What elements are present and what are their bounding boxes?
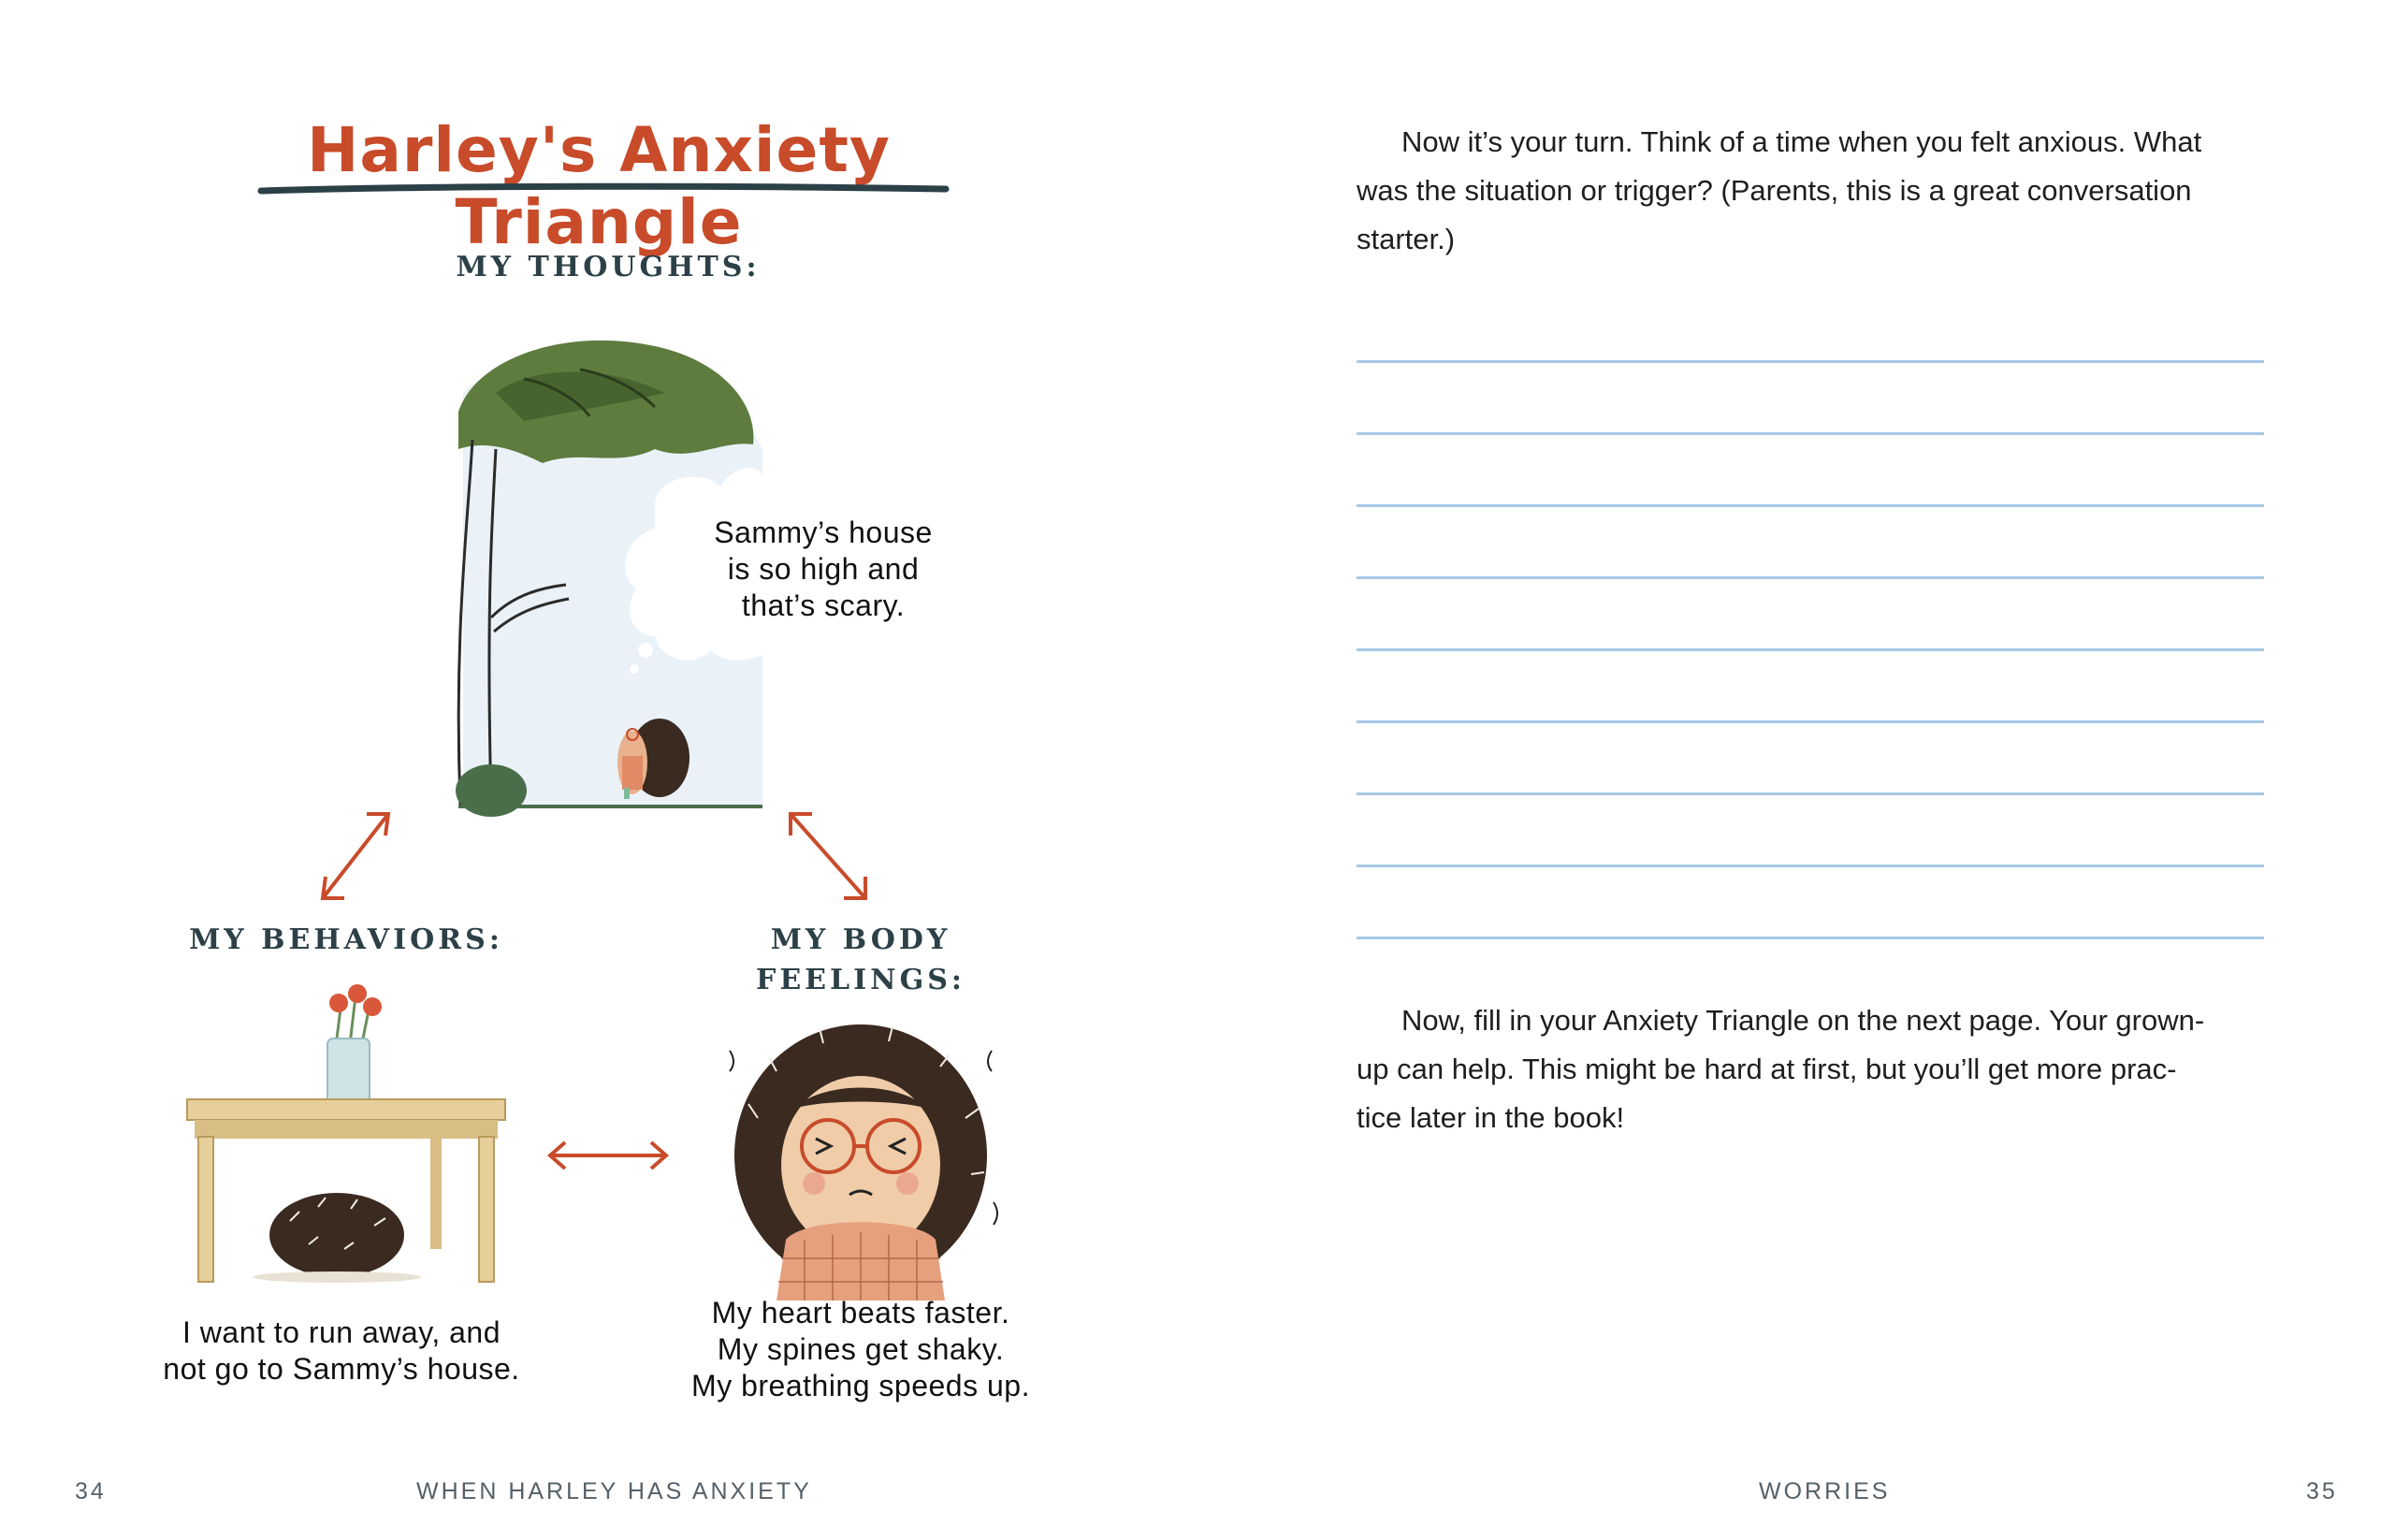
body-label-line-1: MY BODY (770, 923, 951, 956)
body-caption-line-2: My spines get shaky. (717, 1332, 1005, 1366)
fill-in-prompt (1357, 996, 2273, 1142)
writing-line[interactable] (1357, 720, 2264, 723)
thought-line-2: is so high and (727, 552, 920, 586)
writing-line[interactable] (1357, 360, 2264, 363)
prompt-2-line-3: tice later in the book! (1357, 1101, 1625, 1134)
anxious-hedgehog-illustration (720, 1015, 1001, 1300)
writing-line[interactable] (1357, 937, 2264, 939)
prompt-1-line-2: was the situation or trigger? (Parents, this is a great conversation (1357, 174, 2192, 207)
behaviors-caption (122, 1315, 561, 1387)
prompt-1-line-1: Now it’s your turn. Think of a time when you felt anxious. What (1401, 125, 2202, 158)
thought-bubble-text (674, 515, 973, 624)
double-arrow-thoughts-behaviors (309, 800, 402, 912)
behaviors-caption-line-1: I want to run away, and (182, 1315, 501, 1349)
thoughts-label: MY THOUGHTS: (456, 251, 761, 283)
thought-line-3: that’s scary. (741, 588, 906, 622)
body-feelings-label (711, 920, 1010, 1000)
body-feelings-caption (646, 1295, 1076, 1404)
hedgehog-under-table-illustration (178, 973, 515, 1291)
prompt-1-line-3: starter.) (1357, 223, 1456, 255)
writing-lines[interactable] (1357, 0, 2264, 1029)
running-head-right: WORRIES (1759, 1478, 1891, 1504)
running-head-left: WHEN HARLEY HAS ANXIETY (416, 1478, 812, 1504)
writing-line[interactable] (1357, 576, 2264, 579)
prompt-2-line-2: up can help. This might be hard at first, but you’ll get more prac- (1357, 1053, 2177, 1085)
double-arrow-behaviors-body (543, 1137, 674, 1174)
writing-line[interactable] (1357, 432, 2264, 435)
writing-line[interactable] (1357, 792, 2264, 795)
double-arrow-thoughts-body (777, 800, 879, 912)
body-caption-line-3: My breathing speeds up. (691, 1369, 1030, 1402)
page-number-right: 35 (2306, 1478, 2338, 1504)
prompt-2-line-1: Now, fill in your Anxiety Triangle on the next page. Your grown- (1401, 1004, 2205, 1037)
writing-line[interactable] (1357, 648, 2264, 651)
body-caption-line-1: My heart beats faster. (711, 1296, 1010, 1329)
behaviors-caption-line-2: not go to Sammy’s house. (163, 1352, 520, 1386)
writing-line[interactable] (1357, 864, 2264, 867)
body-label-line-2: FEELINGS: (756, 964, 965, 996)
title-underline (257, 181, 950, 199)
writing-line[interactable] (1357, 504, 2264, 507)
thought-line-1: Sammy’s house (714, 516, 933, 549)
behaviors-label: MY BEHAVIORS: (189, 923, 503, 956)
page-number-left: 34 (75, 1478, 107, 1504)
page-title: Harley's Anxiety Triangle (307, 114, 891, 258)
